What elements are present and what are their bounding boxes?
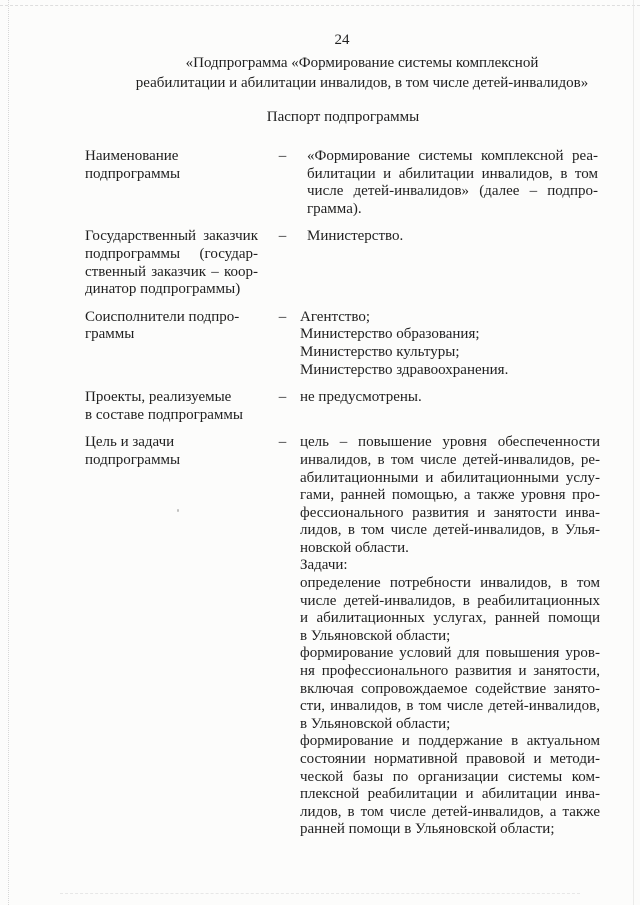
row-separator: –: [278, 308, 287, 325]
scan-artifact-top-edge: [0, 5, 640, 6]
value-line: «Формирование системы комплексной реа-: [307, 148, 598, 164]
row-value: [300, 389, 600, 407]
value-line: гами, ранней помощью, а также уровня про-: [300, 487, 600, 504]
row-label: [85, 148, 265, 183]
value-line: формирование условий для повышения уров-: [300, 645, 600, 662]
row-label: [85, 434, 265, 469]
value-line: Министерство.: [307, 228, 404, 245]
row-label: [85, 309, 265, 344]
label-line: Наименование: [85, 148, 179, 164]
value-line: лидов, в том числе детей-инвалидов, в Улья-: [300, 522, 600, 539]
value-line: Министерство культуры;: [300, 343, 460, 360]
row-label: [85, 389, 265, 424]
label-line: ственный заказчик – коор-: [85, 263, 258, 280]
passport-row-goals: [85, 434, 600, 839]
value-line: плексной реабилитации и абилитации инва-: [300, 786, 600, 803]
value-line: Министерство здравоохранения.: [300, 361, 509, 378]
label-line: Соисполнители подпро-: [85, 308, 240, 325]
value-line: Министерство образования;: [300, 326, 480, 343]
row-separator: –: [278, 148, 287, 164]
scan-artifact-left-edge: [8, 0, 9, 905]
value-line: новской области.: [300, 539, 409, 556]
value-line: не предусмотрены.: [300, 389, 422, 406]
value-line: абилитационными и абилитационными услу-: [300, 469, 600, 486]
row-value: [300, 148, 598, 218]
value-line: включая сопровождаемое содействие занято-: [300, 680, 600, 697]
label-line: подпрограммы: [85, 165, 181, 182]
passport-row-coexecutors: [85, 309, 600, 379]
value-line: билитации и абилитации инвалидов, в том: [307, 165, 598, 182]
value-line: формирование и поддержание в актуальном: [300, 733, 600, 750]
scan-artifact-right-edge: [633, 0, 634, 905]
value-line: ня профессионального развития и занятости,: [300, 663, 600, 680]
label-line: динатор подпрограммы): [85, 281, 241, 298]
title-line: реабилитации и абилитации инвалидов, в том числе детей-инвалидов»: [135, 75, 589, 91]
label-line: в составе подпрограммы: [85, 406, 243, 423]
row-value: [300, 434, 600, 839]
value-line: определение потребности инвалидов, в том: [300, 575, 600, 592]
row-label: [85, 228, 265, 298]
value-line: Агентство;: [300, 308, 371, 325]
value-line: ческой базы по организации системы ком-: [300, 768, 600, 785]
value-line: и абилитационных услугах, ранней помощи: [300, 610, 600, 627]
value-line: в Ульяновской области;: [300, 627, 451, 644]
row-value: [300, 309, 600, 379]
subprogram-title: [112, 53, 612, 93]
value-line: состоянии нормативной правовой и методи-: [300, 751, 600, 767]
value-line: лидов, в том числе детей-инвалидов, а также: [300, 803, 600, 820]
row-separator: –: [278, 228, 287, 245]
label-line: Цель и задачи: [85, 434, 175, 451]
value-line: фессионального развития и занятости инва-: [300, 504, 600, 521]
label-line: граммы: [85, 326, 135, 343]
value-line: числе детей-инвалидов, в реабилитационных: [300, 592, 600, 609]
passport-heading: Паспорт подпрограммы: [266, 109, 420, 125]
label-line: подпрограммы (государ-: [85, 245, 258, 262]
value-line: ранней помощи в Ульяновской области;: [300, 821, 555, 838]
passport-row-name: [85, 148, 600, 218]
page-number: 24: [334, 32, 350, 48]
value-line: инвалидов, в том числе детей-инвалидов, ре-: [300, 451, 600, 468]
passport-table: [85, 148, 600, 849]
value-line: сти, инвалидов, в том числе детей-инвалидов,: [300, 698, 600, 715]
label-line: подпрограммы: [85, 451, 181, 468]
value-line: цель – повышение уровня обеспеченности: [300, 434, 600, 451]
row-value: [300, 228, 598, 246]
value-line: числе детей-инвалидов» (далее – подпро-: [307, 183, 598, 200]
value-line: грамма).: [307, 200, 362, 217]
passport-row-projects: [85, 389, 600, 424]
label-line: Государственный заказчик: [85, 228, 258, 245]
passport-row-customer: [85, 228, 600, 298]
value-line: в Ульяновской области;: [300, 715, 451, 732]
row-separator: –: [278, 434, 287, 451]
label-line: Проекты, реализуемые: [85, 389, 232, 406]
row-separator: –: [278, 389, 287, 406]
scan-artifact-bottom-edge: [60, 893, 580, 894]
value-line: Задачи:: [300, 557, 348, 574]
title-line: «Подпрограмма «Формирование системы комплексной: [185, 55, 539, 71]
